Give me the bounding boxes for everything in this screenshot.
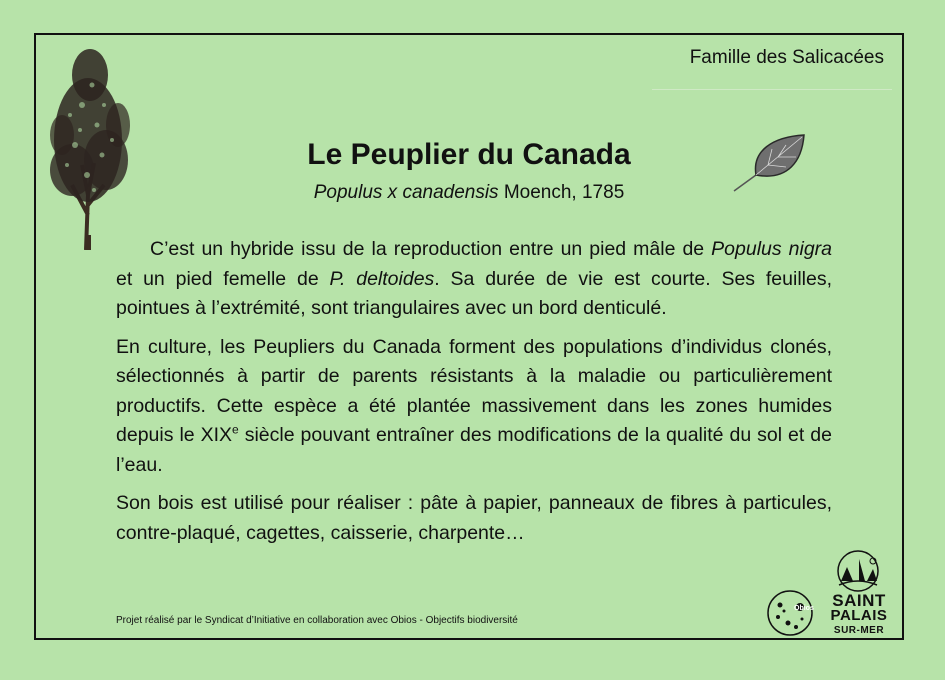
paragraph-text: siècle pouvant entraîner des modifications de la qualité du sol et de l’eau. (116, 424, 832, 476)
town-line2: PALAIS (830, 607, 888, 624)
paragraph-description (116, 235, 832, 324)
paragraph-text: . Sa durée de vie est courte. Ses feuilles, pointues à l’extrémité, sont triangulaires avec un bord denticulé. (116, 267, 832, 319)
century-superscript: e (232, 422, 239, 437)
town-line1: SAINT (832, 591, 886, 610)
footer-credit: Projet réalisé par le Syndicat d’Initiative en collaboration avec Obios - Objectifs biodiversité (116, 615, 518, 626)
paragraph-culture (116, 333, 832, 481)
scientific-name-line (36, 182, 902, 204)
taxon-authority: Moench, 1785 (498, 182, 625, 203)
sign-panel (34, 33, 904, 640)
page-title: Le Peuplier du Canada (307, 138, 631, 171)
family-label: Famille des Salicacées (689, 47, 884, 68)
family-divider (652, 89, 892, 90)
paragraph-uses: Son bois est utilisé pour réaliser : pâte à papier, panneaux de fibres à particules, contre-plaqué, cagettes, caisserie, charpente… (116, 492, 832, 544)
paragraph-text: En culture, les Peupliers du Canada forment des populations d’individus clonés, sélectionnés à partir de parents résistants à la maladie ou particulièrement productifs. Cette espèce a été plantée massivement dans les zones humides depuis le XIX (116, 335, 832, 446)
obios-logo (766, 589, 814, 637)
town-line3: SUR-MER (833, 625, 885, 636)
species-italic: Populus nigra (711, 238, 832, 260)
saint-palais-emblem-icon (829, 547, 887, 595)
saint-palais-logo (822, 593, 896, 638)
species-italic: P. deltoides (329, 267, 435, 290)
scientific-name: Populus x canadensis (313, 182, 499, 203)
paragraph-text: et un pied femelle de (116, 267, 330, 290)
paragraph-text: C’est un hybride issu de la reproduction entre un pied mâle de (150, 238, 712, 260)
description-body (116, 235, 832, 557)
obios-logo-text: Obios (794, 605, 814, 612)
